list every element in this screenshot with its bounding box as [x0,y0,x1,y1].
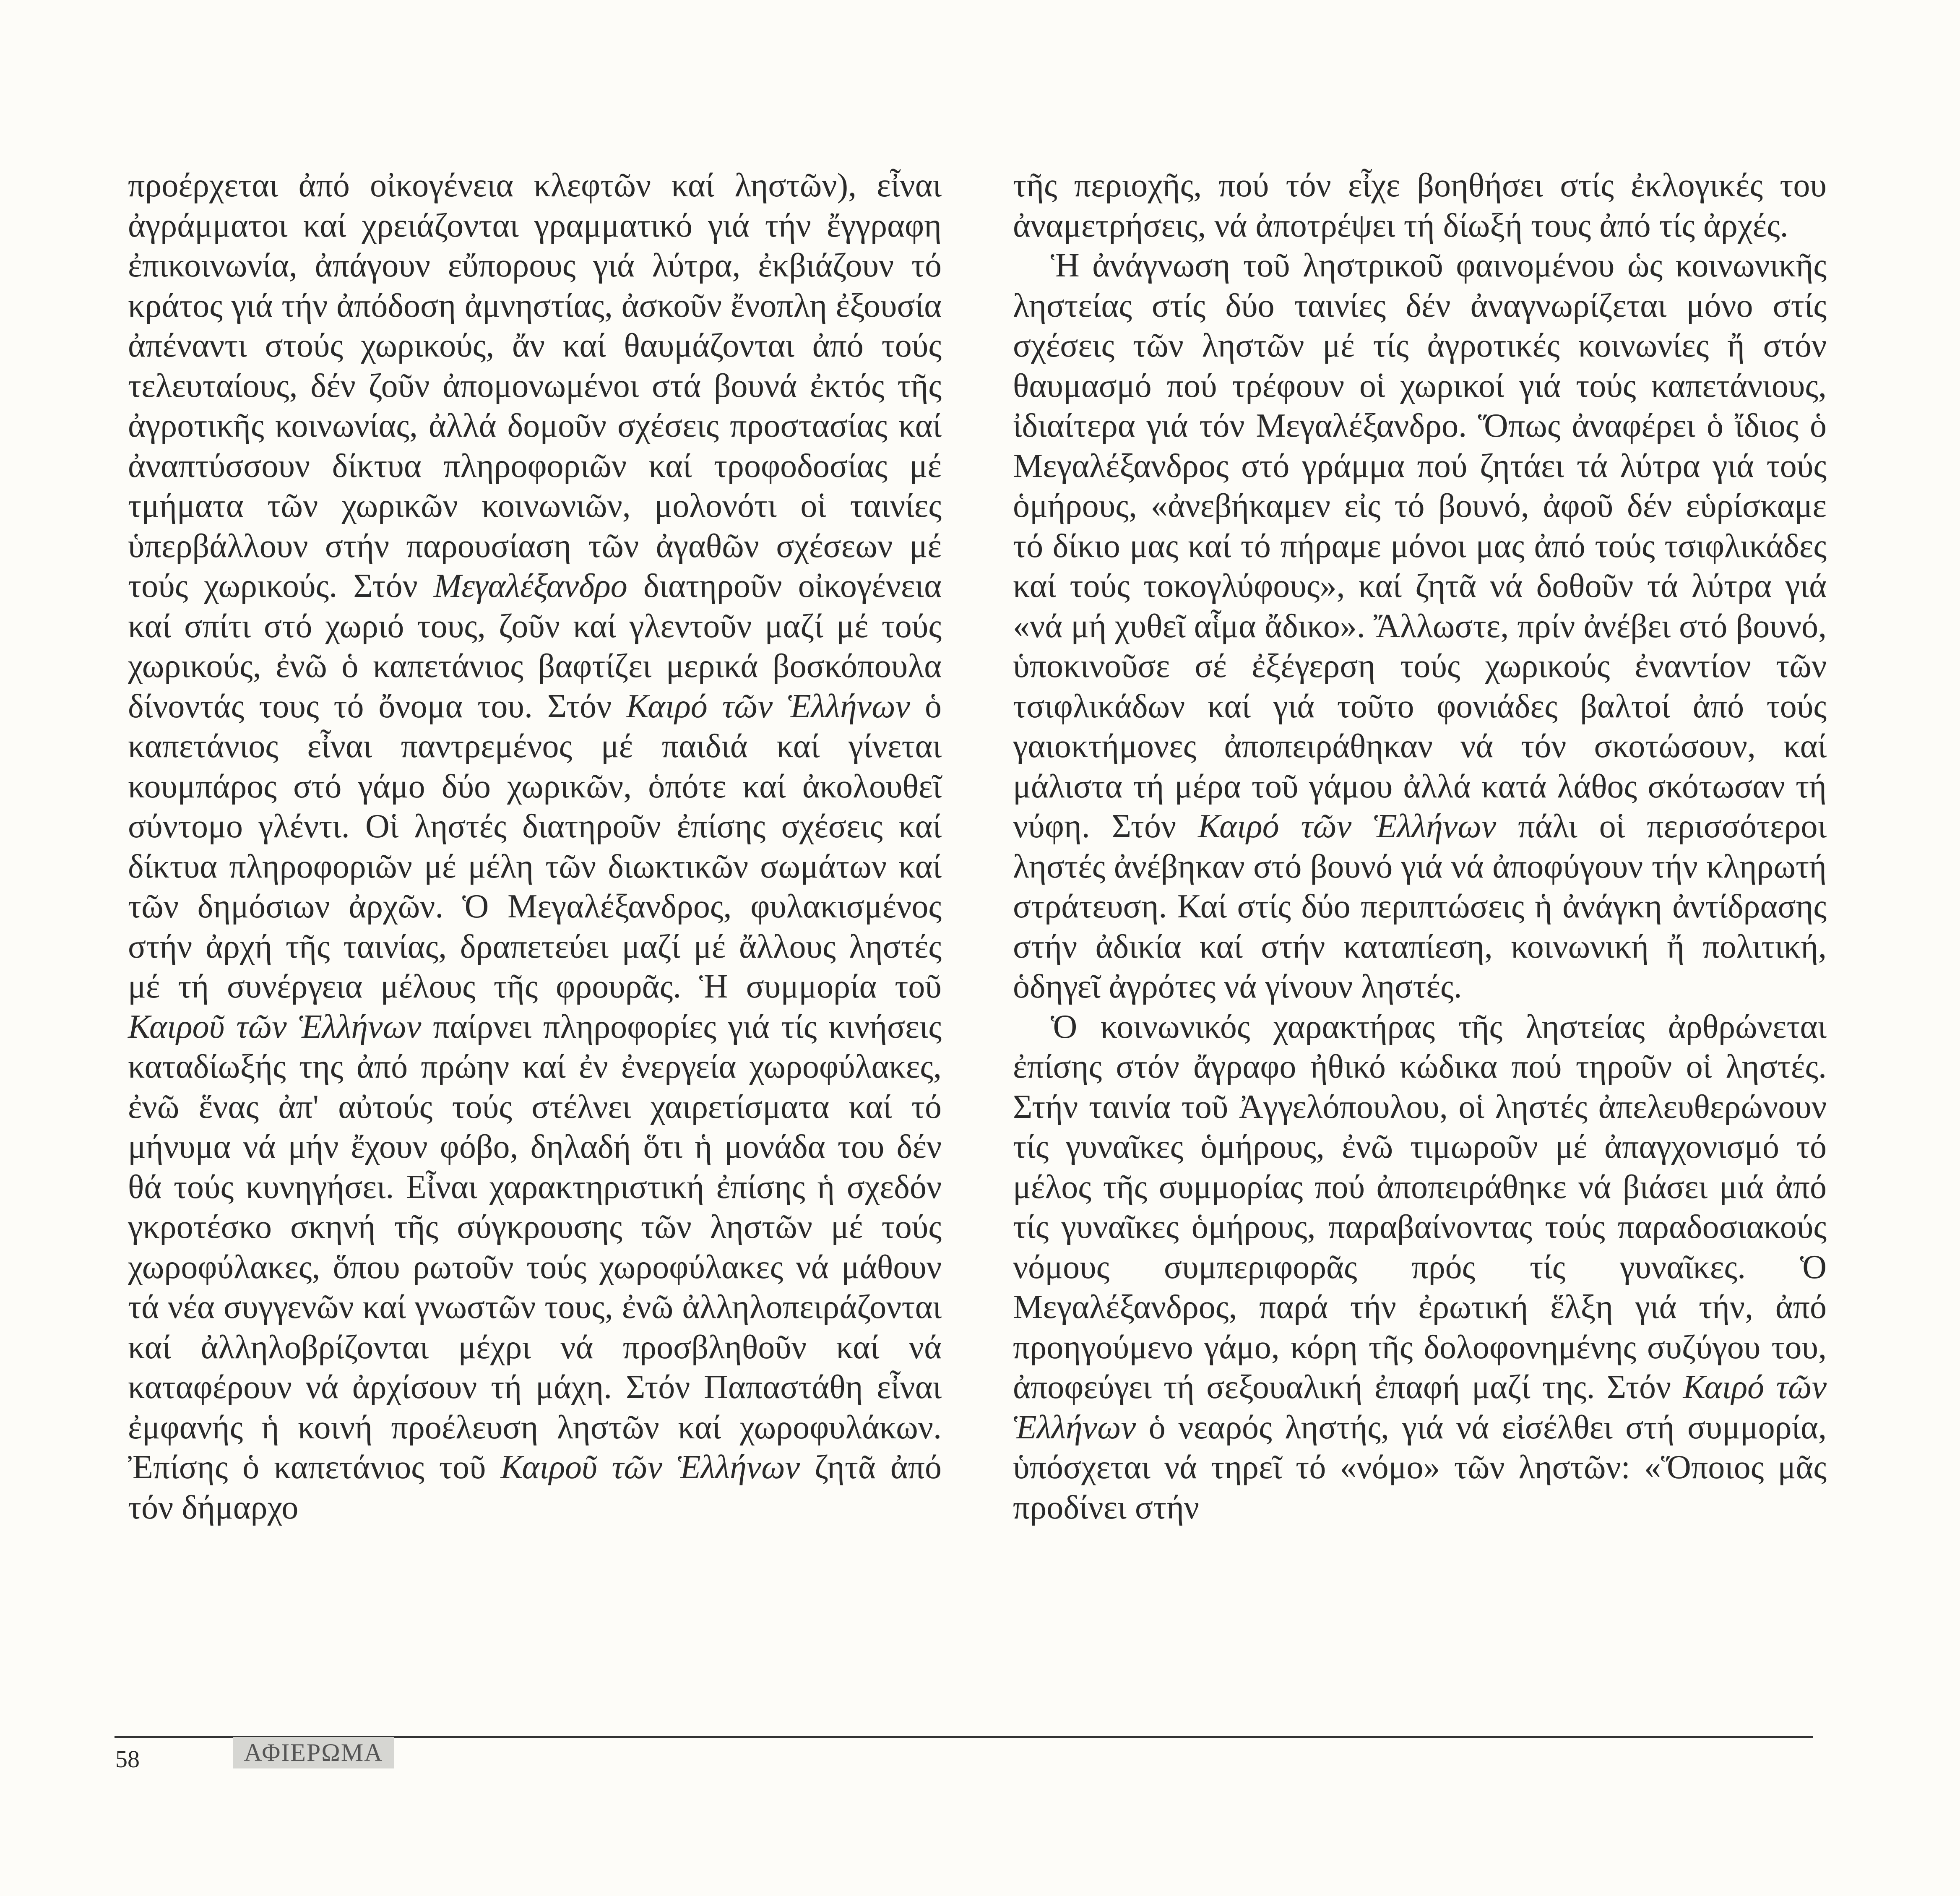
text-run: πάλι οἱ περισσότεροι ληστές ἀνέβηκαν στό βουνό γιά νά ἀποφύγουν τήν κληρωτή στράτευση. Καί στίς δύο περιπτώσεις ἡ ἀνάγκη ἀντίδρασης στήν ἀδικία καί στήν καταπίεση, κοινωνική ἤ πολιτική, ὁδηγεῖ ἀγρότες νά γίνουν ληστές. [1013,808,1827,1005]
italic-title: Καιροῦ τῶν Ἑλλήνων [128,1008,422,1045]
paragraph [128,166,942,1528]
text-run: ὁ καπετάνιος εἶναι παντρεμένος μέ παιδιά καί γίνεται κουμπάρος στό γάμο δύο χωρικῶν, ὁπότε καί ἀκολουθεῖ σύντομο γλέντι. Οἱ ληστές διατηροῦν ἐπίσης σχέσεις καί δίκτυα πληροφοριῶν μέ μέλη τῶν διωκτικῶν σωμάτων καί τῶν δημόσιων ἀρχῶν. Ὁ Μεγαλέξανδρος, φυλακισμένος στήν ἀρχή τῆς ταινίας, δραπετεύει μαζί μέ ἄλλους ληστές μέ τή συνέργεια μέλους τῆς φρουρᾶς. Ἡ συμμορία τοῦ [128,688,942,1005]
text-run: παίρνει πληροφορίες γιά τίς κινήσεις καταδίωξής της ἀπό πρώην καί ἐν ἐνεργεία χωροφύλακες, ἐνῶ ἕνας ἀπ' αὐτούς τούς στέλνει χαιρετίσματα καί τό μήνυμα νά μήν ἔχουν φόβο, δηλαδή ὅτι ἡ μονάδα του δέν θά τούς κυνηγήσει. Εἶναι χαρακτηριστική ἐπίσης ἡ σχεδόν γκροτέσκο σκηνή τῆς σύγκρουσης τῶν ληστῶν μέ τούς χωροφύλακες, ὅπου ρωτοῦν τούς χωροφύλακες νά μάθουν τά νέα συγγενῶν καί γνωστῶν τους, ἐνῶ ἀλληλοπειράζονται καί ἀλληλοβρίζονται μέχρι νά προσβληθοῦν καί νά καταφέρουν νά ἀρχίσουν τή μάχη. Στόν Παπαστάθη εἶναι ἐμφανής ἡ κοινή προέλευση ληστῶν καί χωροφυλάκων. Ἐπίσης ὁ καπετάνιος τοῦ [128,1008,942,1486]
text-run: προέρχεται ἀπό οἰκογένεια κλεφτῶν καί ληστῶν), εἶναι ἀγράμματοι καί χρειάζονται γραμματικό γιά τήν ἔγγραφη ἐπικοινωνία, ἀπάγουν εὔπορους γιά λύτρα, ἐκβιάζουν τό κράτος γιά τήν ἀπόδοση ἀμνηστίας, ἀσκοῦν ἔνοπλη ἐξουσία ἀπέναντι στούς χωρικούς, ἄν καί θαυμάζονται ἀπό τούς τελευταίους, δέν ζοῦν ἀπομονωμένοι στά βουνά ἐκτός τῆς ἀγροτικῆς κοινωνίας, ἀλλά δομοῦν σχέσεις προστασίας καί ἀναπτύσσουν δίκτυα πληροφοριῶν καί τροφοδοσίας μέ τμήματα τῶν χωρικῶν κοινωνιῶν, μολονότι οἱ ταινίες ὑπερβάλλουν στήν παρουσίαση τῶν ἀγαθῶν σχέσεων μέ τούς χωρικούς. Στόν [128,167,942,604]
italic-title: Καιροῦ τῶν Ἑλλήνων [500,1449,800,1486]
text-run: τῆς περιοχῆς, πού τόν εἶχε βοηθήσει στίς ἐκλογικές του ἀναμετρήσεις, νά ἀποτρέψει τή δίωξή τους ἀπό τίς ἀρχές. [1013,167,1827,244]
text-run: ζητᾶ ἀπό τόν δήμαρχο [128,1449,942,1526]
text-run: Ἡ ἀνάγνωση τοῦ ληστρικοῦ φαινομένου ὡς κοινωνικῆς ληστείας στίς δύο ταινίες δέν ἀναγνωρίζεται μόνο στίς σχέσεις τῶν ληστῶν μέ τίς ἀγροτικές κοινωνίες ἤ στόν θαυμασμό πού τρέφουν οἱ χωρικοί γιά τούς καπετάνιους, ἰδιαίτερα γιά τόν Μεγαλέξανδρο. Ὅπως ἀναφέρει ὁ ἴδιος ὁ Μεγαλέξανδρος στό γράμμα πού ζητάει τά λύτρα γιά τούς ὁμήρους, «ἀνεβήκαμεν εἰς τό βουνό, ἀφοῦ δέν εὑρίσκαμε τό δίκιο μας καί τό πήραμε μόνοι μας ἀπό τούς τσιφλικάδες καί τούς τοκογλύφους», καί ζητᾶ νά δοθοῦν τά λύτρα γιά «νά μή χυθεῖ αἷμα ἄδικο». Ἄλλωστε, πρίν ἀνέβει στό βουνό, ὑποκινοῦσε σέ ἐξέγερση τούς χωρικούς ἐναντίον τῶν τσιφλικάδων καί γιά τοῦτο φονιάδες βαλτοί ἀπό τούς γαιοκτήμονες ἀποπειράθηκαν νά τόν σκοτώσουν, καί μάλιστα τή μέρα τοῦ γάμου ἀλλά κατά λάθος σκότωσαν τή νύφη. Στόν [1013,247,1827,845]
italic-title: Μεγαλέξανδρο [433,568,627,604]
paragraph [1013,1007,1827,1528]
section-label: ΑΦΙΕΡΩΜΑ [233,1737,394,1768]
paragraph [1013,166,1827,246]
right-column [1013,166,1827,1528]
text-run: ὁ νεαρός ληστής, γιά νά εἰσέλθει στή συμμορία, ὑπόσχεται νά τηρεῖ τό «νόμο» τῶν ληστῶν: «Ὅποιος μᾶς προδίνει στήν [1013,1409,1827,1526]
italic-title: Καιρό τῶν Ἑλλήνων [1198,808,1497,845]
text-run: Ὁ κοινωνικός χαρακτήρας τῆς ληστείας ἀρθρώνεται ἐπίσης στόν ἄγραφο ἠθικό κώδικα πού τηροῦν οἱ ληστές. Στήν ταινία τοῦ Ἀγγελόπουλου, οἱ ληστές ἀπελευθερώνουν τίς γυναῖκες ὁμήρους, ἐνῶ τιμωροῦν μέ ἀπαγχονισμό τό μέλος τῆς συμμορίας πού ἀποπειράθηκε νά βιάσει μιά ἀπό τίς γυναῖκες ὁμήρους, παραβαίνοντας τούς παραδοσιακούς νόμους συμπεριφορᾶς πρός τίς γυναῖκες. Ὁ Μεγαλέξανδρος, παρά τήν ἐρωτική ἕλξη γιά τήν, ἀπό προηγούμενο γάμο, κόρη τῆς δολοφονημένης συζύγου του, ἀποφεύγει τή σεξουαλική ἐπαφή μαζί της. Στόν [1013,1008,1827,1406]
italic-title: Καιρό τῶν Ἑλλήνων [1013,1369,1827,1446]
page-number: 58 [115,1745,140,1773]
text-run: διατηροῦν οἰκογένεια καί σπίτι στό χωριό τους, ζοῦν καί γλεντοῦν μαζί μέ τούς χωρικούς, ἐνῶ ὁ καπετάνιος βαφτίζει μερικά βοσκόπουλα δίνοντάς τους τό ὄνομα του. Στόν [128,568,942,725]
italic-title: Καιρό τῶν Ἑλλήνων [626,688,911,725]
left-column [128,166,942,1528]
paragraph [1013,246,1827,1007]
